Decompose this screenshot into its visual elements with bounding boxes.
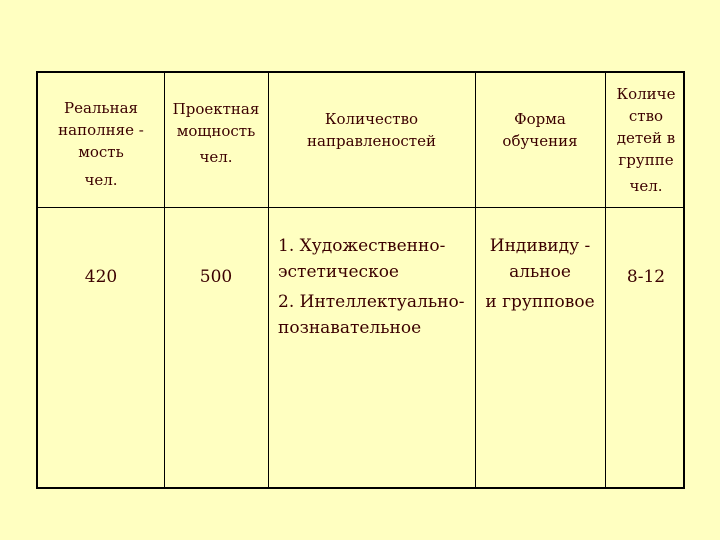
header-line: группе [618, 151, 674, 169]
header-group-size [605, 73, 687, 207]
header-line: детей в [616, 129, 676, 147]
data-table [36, 71, 685, 489]
header-line: Количе [616, 85, 676, 103]
header-line: обучения [502, 132, 578, 150]
header-line: Реальная [63, 99, 138, 117]
cell-value: 420 [84, 267, 118, 287]
cell-actual-capacity [38, 259, 164, 295]
cell-study-form [475, 233, 605, 323]
direction-line: эстетическое [278, 262, 399, 282]
form-line: альное [509, 262, 571, 282]
cell-design-capacity [164, 259, 268, 295]
header-line: ство [628, 107, 664, 125]
cell-value: 500 [199, 267, 233, 287]
header-line: чел. [629, 177, 663, 195]
header-line: Проектная [172, 100, 260, 118]
header-line: наполняе - [58, 121, 144, 139]
cell-directions [278, 233, 473, 351]
direction-line: познавательное [278, 318, 422, 338]
header-line: Количество [324, 110, 419, 128]
header-line: мощность [176, 122, 256, 140]
form-line: Индивиду - [489, 236, 591, 256]
header-design-capacity [164, 73, 268, 207]
header-line: чел. [199, 148, 233, 166]
header-actual-capacity [38, 73, 164, 207]
header-line: чел. [84, 171, 118, 189]
cell-group-size [605, 259, 687, 295]
header-line: мость [78, 143, 124, 161]
direction-line: 1. Художественно- [278, 236, 446, 256]
header-line: направленостей [307, 132, 436, 150]
form-line: и групповое [485, 292, 595, 312]
row-divider [38, 207, 683, 208]
cell-value: 8-12 [626, 267, 666, 287]
header-directions-count [268, 73, 475, 207]
direction-line: 2. Интеллектуально- [278, 292, 465, 312]
header-line: Форма [514, 110, 566, 128]
header-study-form [475, 73, 605, 207]
